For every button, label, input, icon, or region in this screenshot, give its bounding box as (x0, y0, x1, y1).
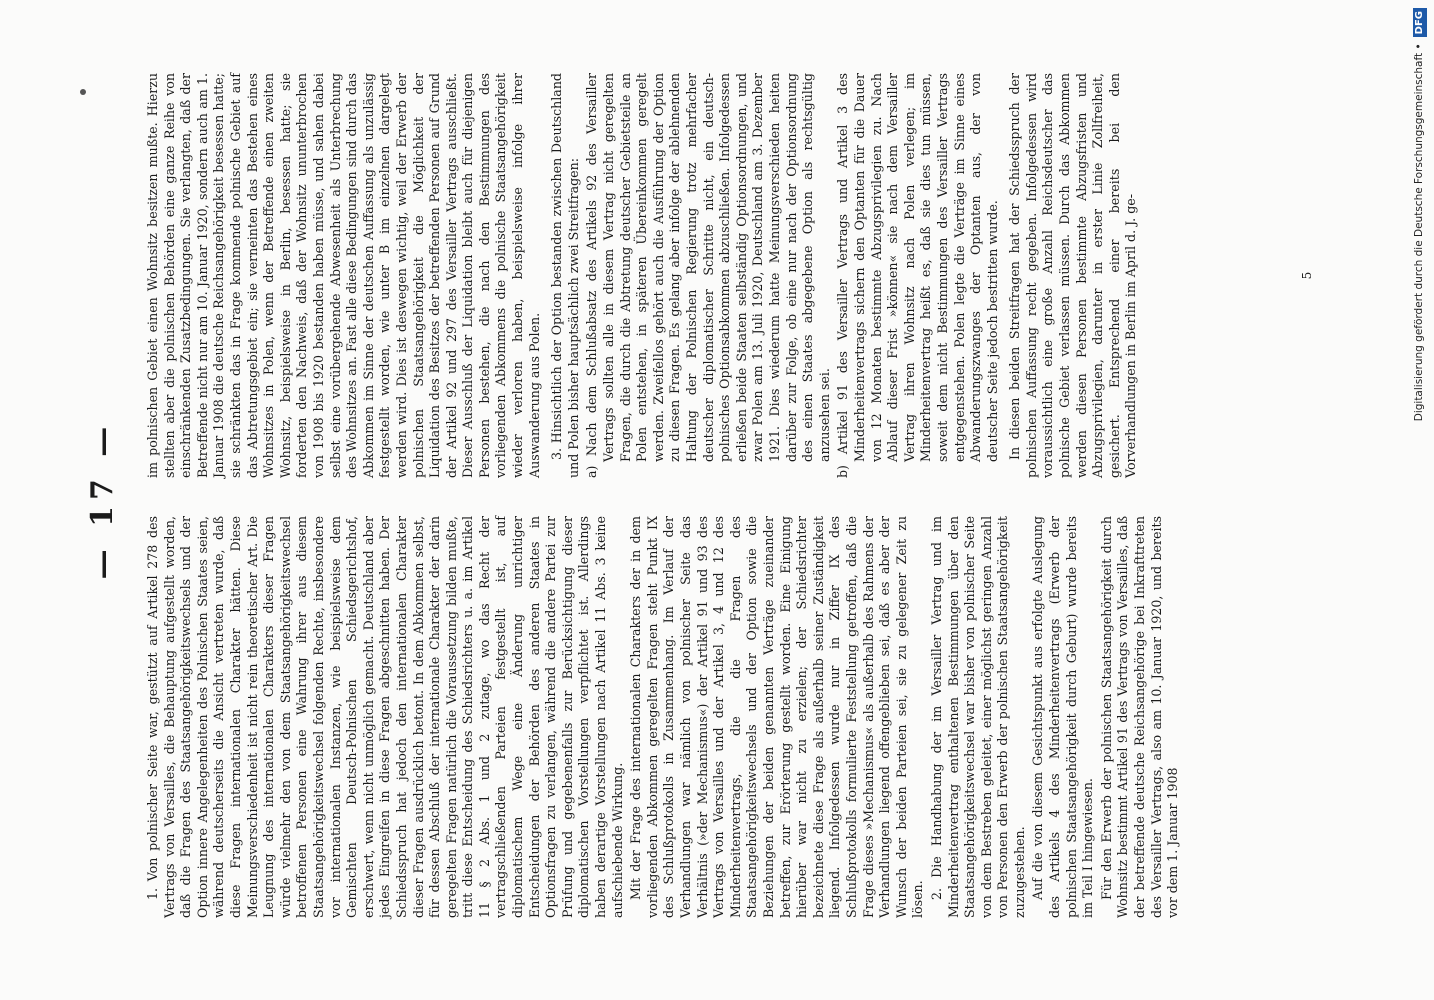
page-marker: 5 (1300, 271, 1314, 280)
paragraph: 2. Die Handhabung der im Versailler Vertrag und im Minderheitenvertrag enthaltenen Bestimmungen über den Staatsangehörigkeitswechsel war bisher von polnischer Seite von dem Bestreben geleitet, einer möglichst geringen Anzahl von Personen den Erwerb der polnischen Staatsangehörigkeit zuzugestehen. (928, 516, 1027, 918)
section-intro: 3. Hinsichtlich der Option bestanden zwischen Deutschland und Polen bisher hauptsächlich zwei Streitfragen: (549, 73, 581, 478)
page-header: — 17 — (85, 420, 120, 580)
right-column (145, 73, 1142, 478)
paragraph: im polnischen Gebiet einen Wohnsitz besitzen mußte. Hierzu stellten aber die polnischen Behörden eine ganze Reihe von einschränkenden Zusatzbedingungen. Sie verlangten, daß der Betreffende nicht nur am 10. Januar 1920, sondern auch am 1. Januar 1908 die deutsche Reichsangehörigkeit besessen hatte; sie schränkten das in Frage kommende polnische Gebiet auf das Abtretungsgebiet ein; sie verneinten das Bestehen eines Wohnsitzes in Polen, wenn der Betreffende einen zweiten Wohnsitz, beispielsweise in Berlin, besessen hatte; sie forderten den Nachweis, daß der Wohnsitz ununterbrochen von 1908 bis 1920 bestanden haben müsse, und sahen dabei selbst eine vorübergehende Abwesenheit als Unterbrechung des Wohnsitzes an. Fast alle diese Bedingungen sind durch das Abkommen im Sinne der deutschen Auffassung als unzulässig festgestellt worden, wie unter B im einzelnen dargelegt werden wird. Dies ist deswegen wichtig, weil der Erwerb der polnischen Staatsangehörigkeit die Möglichkeit der Liquidation des Besitzes der betreffenden Personen auf Grund der Artikel 92 und 297 des Versailler Vertrags ausschließt. Dieser Ausschluß der Liquidation bleibt auch für diejenigen Personen bestehen, die nach den Bestimmungen des vorliegenden Abkommens die polnische Staatsangehörigkeit wieder verloren haben, beispielsweise infolge ihrer Auswanderung aus Polen. (145, 73, 542, 478)
list-item: b) Artikel 91 des Versailler Vertrags und Artikel 3 des Minderheitenvertrags sichern den Optanten für die Dauer von 12 Monaten bestimmte Abzugsprivilegien zu. Nach Ablauf dieser Frist »können« sie nach dem Versailler Vertrag ihren Wohnsitz nach Polen verlegen; im Minderheitenvertrag heißt es, daß sie dies tun müssen, soweit dem nicht Bestimmungen des Versailler Vertrags entgegenstehen. Polen legte die Verträge im Sinne eines Abwanderungszwanges der Optanten aus, der von deutscher Seite jedoch bestritten wurde. (835, 73, 1000, 478)
paragraph: Mit der Frage des internationalen Charakters der in dem vorliegenden Abkommen geregelten Fragen steht Punkt IX des Schlußprotokolls in Zusammenhang. Im Verlauf der Verhandlungen war nämlich von polnischer Seite das Verhältnis (»der Mechanismus«) der Artikel 91 und 93 des Vertrags von Versailles und der Artikel 3, 4 und 12 des Minderheitenvertrags, die die Fragen des Staatsangehörigkeitswechsels und der Option sowie die Beziehungen der beiden genannten Verträge zueinander betreffen, zur Erörterung gestellt worden. Eine Einigung hierüber war nicht zu erzielen; der Schiedsrichter bezeichnete diese Frage als außerhalb seiner Zuständigkeit liegend. Infolgedessen wurde nur in Ziffer IX des Schlußprotokolls formulierte Feststellung getroffen, daß die Frage dieses »Mechanismus« als außerhalb des Rahmens der Verhandlungen liegend offengeblieben sei, daß es aber der Wunsch der beiden Parteien sei, sie zu gelegener Zeit zu lösen. (628, 516, 926, 918)
left-column (145, 516, 1184, 918)
paragraph: 1. Von polnischer Seite war, gestützt auf Artikel 278 des Vertrags von Versailles, die Behauptung aufgestellt worden, daß die Fragen des Staatsangehörigkeitswechsels und der Option innere Angelegenheiten des Polnischen Staates seien, während deutscherseits die Ansicht vertreten wurde, daß diese Fragen internationalen Charakter hätten. Diese Meinungsverschiedenheit ist nicht rein theoretischer Art. Die Leugnung des internationalen Charakters dieser Fragen würde vielmehr den von dem Staatsangehörigkeitswechsel betroffenen Personen eine Wahrung ihrer aus diesem Staatsangehörigkeitswechsel folgenden Rechte, insbesondere vor internationalen Instanzen, wie beispielsweise dem Gemischten Deutsch-Polnischen Schiedsgerichtshof, erschwert, wenn nicht unmöglich gemacht. Deutschland aber jedes Eingreifen in diese Fragen abgeschnitten haben. Der Schiedsspruch hat jedoch den internationalen Charakter dieser Fragen ausdrücklich betont. In dem Abkommen selbst, für dessen Abschluß der internationale Charakter der darin geregelten Fragen natürlich die Voraussetzung bilden mußte, tritt diese Entscheidung des Schiedsrichters u. a. im Artikel 11 § 2 Abs. 1 und 2 zutage, wo das Recht der vertragschließenden Parteien festgestellt ist, auf diplomatischem Wege eine Änderung unrichtiger Entscheidungen der Behörden des anderen Staates in Optionsfragen zu verlangen, während die andere Partei zur Prüfung und gegebenenfalls zur Berücksichtigung dieser diplomatischen Vorstellungen verpflichtet ist. Allerdings haben derartige Vorstellungen nach Artikel 11 Abs. 3 keine aufschiebende Wirkung. (145, 516, 625, 918)
list-item: a) Nach dem Schlußabsatz des Artikels 92 des Versailler Vertrags sollten alle in diesem Vertrag nicht geregelten Fragen, die durch die Abtretung deutscher Gebietsteile an Polen entstehen, in späteren Übereinkommen geregelt werden. Zweifellos gehört auch die Ausführung der Option zu diesen Fragen. Es gelang aber infolge der ablehnenden Haltung der Polnischen Regierung trotz mehrfacher deutscher diplomatischer Schritte nicht, ein deutsch-polnisches Optionsabkommen abzuschließen. Infolgedessen erließen beide Staaten selbständig Optionsordnungen, und zwar Polen am 13. Juli 1920, Deutschland am 3. Dezember 1921. Dies wiederum hatte Meinungsverschieden heiten darüber zur Folge, ob eine nur nach der Optionsordnung des einen Staates abgegebene Option als rechtsgültig anzusehen sei. (584, 73, 832, 478)
paragraph: Für den Erwerb der polnischen Staatsangehörigkeit durch Wohnsitz bestimmt Artikel 91 des Vertrags von Versailles, daß der betreffende deutsche Reichsangehörige bei Inkrafttreten des Versailler Vertrags, also am 10. Januar 1920, und bereits vor dem 1. Januar 1908 (1098, 516, 1181, 918)
paragraph: Auf die von diesem Gesichtspunkt aus erfolgte Auslegung des Artikels 4 des Minderheitenvertrags (Erwerb der polnischen Staatsangehörigkeit durch Geburt) wurde bereits im Teil I hingewiesen. (1030, 516, 1096, 918)
credit-text: Digitalisierung gefördert durch die Deutsche Forschungsgemeinschaft • (1413, 43, 1425, 422)
digitization-credit (1408, 8, 1430, 998)
dfg-logo: DFG (1413, 8, 1427, 37)
paragraph: In diesen beiden Streitfragen hat der Schiedsspruch der polnischen Auffassung recht gegeben. Infolgedessen wird voraussichtlich eine große Anzahl Reichsdeutscher das polnische Gebiet verlassen müssen. Durch das Abkommen werden diesen Personen bestimmte Abzugsfristen und Abzugsprivilegien, darunter in erster Linie Zollfreiheit, gesichert. Entsprechend einer bereits bei den Vorverhandlungen in Berlin im April d. J. ge- (1007, 73, 1139, 478)
